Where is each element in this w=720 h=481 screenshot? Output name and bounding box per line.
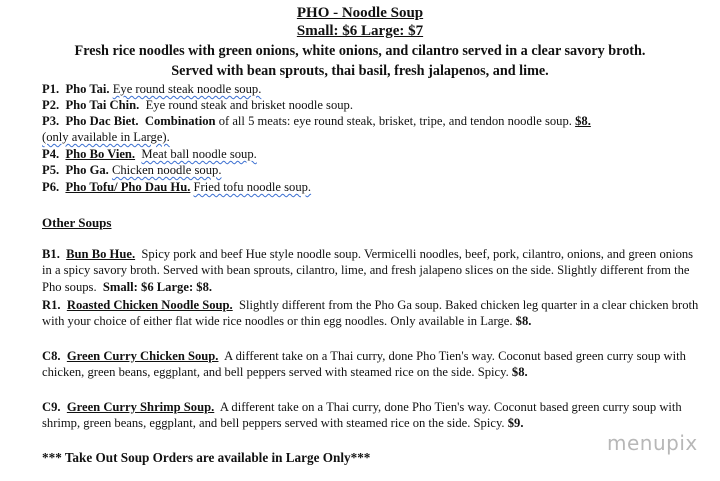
item-code: C9. xyxy=(42,400,61,414)
item-code: P2. xyxy=(42,98,60,112)
item-code: P5. xyxy=(42,163,60,177)
item-name: Green Curry Shrimp Soup. xyxy=(66,400,215,414)
pho-intro-line-2: Served with bean sprouts, thai basil, fresh jalapenos, and lime. xyxy=(171,63,549,79)
item-description: Spicy pork and beef Hue style noodle soup. Vermicelli noodles, beef, pork, cilantro, onions, and green onions in a spicy savory broth. Served with bean sprouts, cilantro, lime, and fresh jalapeno slices on the side. Slightly different from the Pho soups. xyxy=(42,247,694,294)
menu-item-b1 xyxy=(42,246,702,295)
item-note: (only available in Large). xyxy=(42,130,170,144)
watermark-logo: menupix xyxy=(607,431,698,455)
menu-item-p2 xyxy=(42,98,353,113)
item-name: Pho Tai Chin. xyxy=(65,98,140,112)
menu-item-p3 xyxy=(42,114,591,129)
menu-item-p5 xyxy=(42,163,221,178)
item-price: $8. xyxy=(511,365,528,380)
item-code: P4. xyxy=(42,147,60,161)
item-code: P1. xyxy=(42,82,60,96)
item-description: of all 5 meats: eye round steak, brisket, tripe, and tendon noodle soup. xyxy=(218,114,572,128)
item-description: Fried tofu noodle soup. xyxy=(193,180,312,194)
item-name: Pho Tofu/ Pho Dau Hu. xyxy=(65,180,191,194)
item-description: A different take on a Thai curry, done Pho Tien's way. Coconut based green curry soup with chicken, green beans, eggplant, and bell peppers served with steamed rice on the side. Spicy. xyxy=(42,349,686,380)
takeout-note: *** Take Out Soup Orders are available in Large Only*** xyxy=(42,450,371,465)
item-code: R1. xyxy=(42,298,61,312)
item-name: Green Curry Chicken Soup. xyxy=(66,349,219,363)
menu-item-p6 xyxy=(42,180,311,195)
item-description: Chicken noodle soup. xyxy=(111,163,222,177)
item-price: Small: $6 Large: $8. xyxy=(102,279,213,294)
item-price: $9. xyxy=(507,416,524,431)
item-name: Pho Tai. xyxy=(65,82,110,96)
item-description: Meat ball noodle soup. xyxy=(141,147,257,161)
item-name: Pho Ga. xyxy=(65,163,109,177)
item-description: Eye round steak noodle soup. xyxy=(112,82,262,96)
other-soups-heading: Other Soups xyxy=(42,215,112,230)
item-name: Roasted Chicken Noodle Soup. xyxy=(66,298,233,312)
menu-item-r1 xyxy=(42,297,702,330)
menu-item-p1 xyxy=(42,82,261,97)
item-name: Pho Dac Biet. xyxy=(65,114,139,128)
item-price: $8. xyxy=(515,314,532,329)
item-code: C8. xyxy=(42,349,61,363)
item-description: A different take on a Thai curry, done Pho Tien's way. Coconut based green curry soup with shrimp, green beans, eggplant, and bell peppers served with steamed rice on the side. Spicy. xyxy=(42,400,682,431)
item-description: Eye round steak and brisket noodle soup. xyxy=(145,98,353,112)
item-combo-label: Combination xyxy=(144,114,216,128)
item-price: $8. xyxy=(575,114,591,128)
item-name: Pho Bo Vien. xyxy=(65,147,136,161)
item-code: P6. xyxy=(42,180,60,194)
item-code: B1. xyxy=(42,247,60,261)
pho-intro-line-1: Fresh rice noodles with green onions, white onions, and cilantro served in a clear savory broth. xyxy=(74,43,646,59)
menu-item-c8 xyxy=(42,348,702,381)
item-code: P3. xyxy=(42,114,60,128)
item-name: Bun Bo Hue. xyxy=(66,247,136,261)
menu-item-p4 xyxy=(42,147,257,162)
page-title: PHO - Noodle Soup xyxy=(296,5,424,21)
item-description: Slightly different from the Pho Ga soup. Baked chicken leg quarter in a clear chicken broth with your choice of either flat wide rice noodles or thin egg noodles. Only available in Large. xyxy=(42,298,699,329)
menu-item-c9 xyxy=(42,399,702,432)
menu-item-p3-note xyxy=(42,130,170,145)
pho-prices: Small: $6 Large: $7 xyxy=(296,23,424,39)
